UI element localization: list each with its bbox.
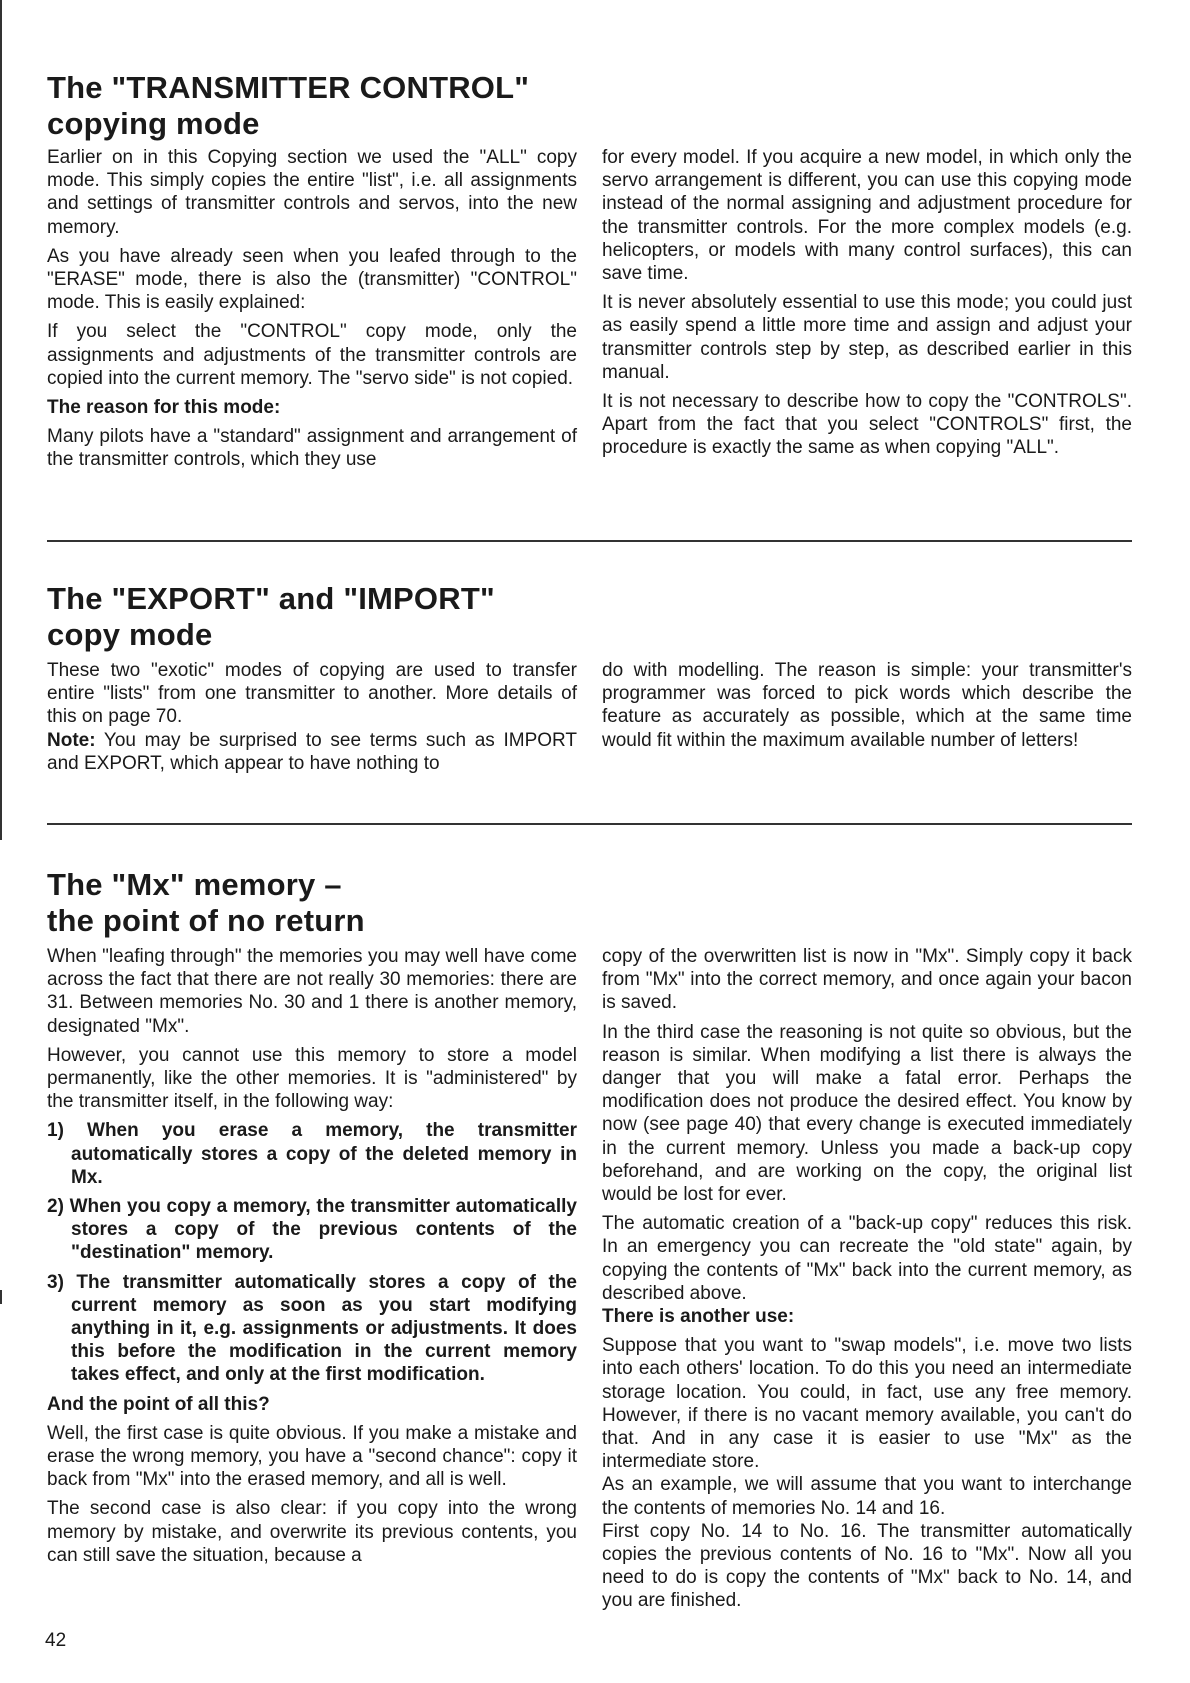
right-column	[602, 945, 1132, 1619]
paragraph: It is not necessary to describe how to copy the "CONTROLS". Apart from the fact that you select "CONTROLS" first, the procedure is exactly the same as when copying "ALL".	[602, 391, 1132, 459]
section-divider	[47, 540, 1132, 542]
left-column	[47, 659, 577, 781]
scan-edge-tick	[0, 1290, 2, 1304]
left-column	[47, 146, 577, 478]
paragraph: for every model. If you acquire a new model, in which only the servo arrangement is different, you can use this copying mode instead of the normal assigning and adjustment procedure for the transmitter controls. For the more complex models (e.g. helicopters, or models with many control surfaces), this can save time.	[602, 147, 1132, 285]
paragraph: As an example, we will assume that you want to interchange the contents of memories No. 14 and 16.	[602, 1474, 1132, 1519]
section-title-line1: The "Mx" memory –	[47, 867, 342, 902]
section-title-line2: copy mode	[47, 617, 213, 652]
section-title-line2: the point of no return	[47, 903, 365, 938]
paragraph: If you select the "CONTROL" copy mode, only the assignments and adjustments of the transmitter controls are copied into the current memory. The "servo side" is not copied.	[47, 321, 577, 389]
paragraph: However, you cannot use this memory to store a model permanently, like the other memories. It is "administered" by the transmitter itself, in the following way:	[47, 1044, 577, 1113]
numbered-item: 2) When you copy a memory, the transmitter automatically stores a copy of the previous contents of the "destination" memory.	[47, 1196, 577, 1264]
right-column	[602, 146, 1132, 478]
paragraph: As you have already seen when you leafed through to the "ERASE" mode, there is also the (transmitter) "CONTROL" mode. This is easily explained:	[47, 245, 577, 314]
numbered-item: 1) When you erase a memory, the transmitter automatically stores a copy of the deleted memory in Mx.	[47, 1120, 577, 1188]
right-column	[602, 659, 1132, 781]
section-transmitter-control	[47, 70, 1132, 478]
section-title-line2: copying mode	[47, 106, 260, 141]
paragraph: These two "exotic" modes of copying are used to transfer entire "lists" from one transmitter to another. More details of this on page 70.	[47, 660, 577, 728]
section-title-line1: The "TRANSMITTER CONTROL"	[47, 70, 530, 105]
numbered-item: 3) The transmitter automatically stores a copy of the current memory as soon as you start modifying anything in it, e.g. assignments or adjustments. It does this before the modification in the current memory takes effect, and only at the first modification.	[47, 1271, 577, 1386]
paragraph: In the third case the reasoning is not quite so obvious, but the reason is similar. When modifying a list there is always the danger that you will make a fatal error. Perhaps the modification does not produce the desired effect. You know by now (see page 40) that every change is executed immediately in the current memory. Unless you made a back-up copy beforehand, and are working on the copy, the original list would be lost for ever.	[602, 1021, 1132, 1206]
note-label: Note:	[47, 729, 96, 751]
scan-edge-line	[0, 0, 2, 840]
subheading: The reason for this mode:	[47, 397, 281, 419]
section-title	[47, 867, 1132, 939]
paragraph: Many pilots have a "standard" assignment and arrangement of the transmitter controls, which they use	[47, 426, 577, 471]
note-text: You may be surprised to see terms such as IMPORT and EXPORT, which appear to have nothing to	[47, 729, 577, 774]
paragraph: Earlier on in this Copying section we used the "ALL" copy mode. This simply copies the entire "list", i.e. all assignments and settings of transmitter controls and servos, into the new memory.	[47, 147, 577, 238]
paragraph: The automatic creation of a "back-up copy" reduces this risk. In an emergency you can recreate the "old state" again, by copying the contents of "Mx" back into the current memory, as described above.	[602, 1213, 1132, 1304]
paragraph: Suppose that you want to "swap models", i.e. move two lists into each others' location. To do this you need an intermediate storage location. You could, in fact, use any free memory. However, if there is no vacant memory available, you can't do that. And in any case it is easier to use "Mx" as the intermediate store.	[602, 1335, 1132, 1473]
section-export-import	[47, 581, 1132, 781]
paragraph: When "leafing through" the memories you may well have come across the fact that there are not really 30 memories: there are 31. Between memories No. 30 and 1 there is another memory, designated "Mx".	[47, 946, 577, 1037]
paragraph: The second case is also clear: if you copy into the wrong memory by mistake, and overwrite its previous contents, you can still save the situation, because a	[47, 1498, 577, 1566]
section-divider	[47, 823, 1132, 825]
subheading: And the point of all this?	[47, 1393, 270, 1415]
paragraph: It is never absolutely essential to use this mode; you could just as easily spend a little more time and assign and adjust your transmitter controls step by step, as described earlier in this manual.	[602, 292, 1132, 383]
subheading: There is another use:	[602, 1306, 795, 1328]
paragraph	[47, 729, 577, 775]
paragraph: copy of the overwritten list is now in "Mx". Simply copy it back from "Mx" into the correct memory, and once again your bacon is saved.	[602, 946, 1132, 1014]
paragraph: Well, the first case is quite obvious. If you make a mistake and erase the wrong memory, you have a "second chance": copy it back from "Mx" into the erased memory, and all is well.	[47, 1422, 577, 1491]
page-number: 42	[45, 1630, 67, 1651]
paragraph: do with modelling. The reason is simple: your transmitter's programmer was forced to pick words which describe the feature as accurately as possible, which at the same time would fit within the maximum available number of letters!	[602, 660, 1132, 751]
section-title	[47, 581, 1132, 653]
section-title-line1: The "EXPORT" and "IMPORT"	[47, 581, 495, 616]
section-title	[47, 70, 1132, 142]
paragraph: First copy No. 14 to No. 16. The transmitter automatically copies the previous contents of No. 16 to "Mx". Now all you need to do is copy the contents of "Mx" back to No. 14, and you are finished.	[602, 1520, 1132, 1612]
section-mx-memory	[47, 867, 1132, 1619]
left-column	[47, 945, 577, 1619]
